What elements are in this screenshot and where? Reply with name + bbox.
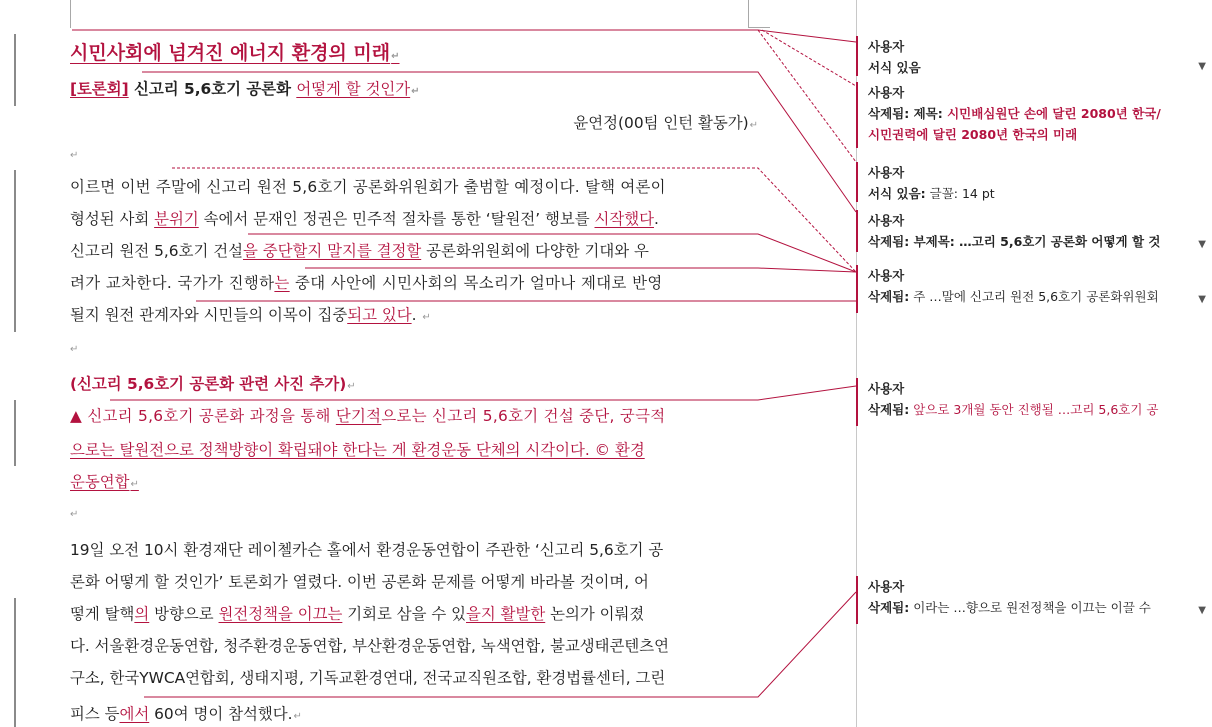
para2-text: 구소, 한국YWCA연합회, 생태지평, 기독교환경연대, 전국교직원조합, 환경법률센터, 그린 <box>70 669 666 687</box>
paragraph-mark: ↵ <box>391 51 400 62</box>
inserted-text: 원전정책을 이끄는 <box>218 605 343 623</box>
subtitle-inserted: 어떻게 할 것인가 <box>296 80 411 98</box>
deleted-text: 시민배심원단 손에 달린 2080년 한국/ <box>942 106 1161 121</box>
para1-text: 중대 사안에 시민사회의 목소리가 얼마나 제대로 반영 <box>289 274 663 292</box>
comment-author: 사용자 <box>868 213 905 228</box>
title-text: 시민사회에 넘겨진 에너지 환경의 미래 <box>70 42 391 64</box>
para1-text: 형성된 사회 <box>70 210 155 228</box>
revision-balloon[interactable] <box>856 210 1208 252</box>
para1-line3[interactable] <box>70 239 649 261</box>
comment-author: 사용자 <box>868 85 905 100</box>
change-bar <box>14 34 16 106</box>
comment-label: 삭제됨: 제목: <box>868 106 943 121</box>
comment-body: 주 …말에 신고리 원전 5,6호기 공론화위원회 <box>909 289 1159 304</box>
para2-text: 피스 등 <box>70 705 120 723</box>
expand-chevron-icon[interactable]: ▼ <box>1198 239 1206 250</box>
para1-text: 신고리 원전 5,6호기 건설 <box>70 242 243 260</box>
comment-body: …고리 5,6호기 공론화 어떻게 할 것 <box>954 234 1161 249</box>
comment-label: 삭제됨: <box>868 600 910 615</box>
revision-balloon[interactable] <box>856 576 1208 624</box>
para2-text: 19일 오전 10시 환경재단 레이첼카슨 홀에서 환경운동연합이 주관한 ‘신고리 5,6호기 공 <box>70 541 664 559</box>
para2-text: 방향으로 <box>149 605 219 623</box>
photo-note-text: (신고리 5,6호기 공론화 관련 사진 추가) <box>70 375 347 393</box>
deleted-text: 시민권력에 달린 2080년 한국의 미래 <box>868 127 1078 142</box>
comment-author: 사용자 <box>868 39 905 54</box>
comment-author: 사용자 <box>868 579 905 594</box>
inserted-text: 되고 있다 <box>347 306 412 324</box>
subtitle-tag: [토론회] <box>70 80 129 98</box>
para2-line4[interactable] <box>70 634 669 656</box>
inserted-text: 에서 <box>119 705 150 723</box>
para1-text: . <box>653 210 659 228</box>
para1-text: 될지 원전 관계자와 시민들의 이목이 집중 <box>70 306 348 324</box>
paragraph-mark: ↵ <box>422 312 431 323</box>
revision-balloon[interactable] <box>856 82 1208 148</box>
inserted-text: 을 중단할지 말지를 결정할 <box>242 242 422 260</box>
expand-chevron-icon[interactable]: ▼ <box>1198 61 1206 72</box>
para2-line1[interactable] <box>70 538 663 560</box>
para1-text: 속에서 문재인 정권은 민주적 절차를 통한 ‘탈원전’ 행보를 <box>198 210 595 228</box>
revision-balloon[interactable] <box>856 162 1208 202</box>
para2-line3[interactable] <box>70 602 644 624</box>
caption-text: 으로는 탈원전으로 정책방향이 확립돼야 한다는 게 환경운동 단체의 시각이다. © 환경 <box>70 441 645 459</box>
inserted-text: 시작했다 <box>594 210 654 228</box>
comment-body: 이라는 …향으로 원전정책을 이끄는 이끌 수 <box>909 600 1151 615</box>
expand-chevron-icon[interactable]: ▼ <box>1198 294 1206 305</box>
comment-label: 서식 있음 <box>868 60 921 75</box>
para2-text: 60여 명이 참석했다. <box>149 705 293 723</box>
paragraph-mark: ↵ <box>749 120 758 131</box>
para1-text: 공론화위원회에 다양한 기대와 우 <box>421 242 649 260</box>
author-text: 윤연정(00팀 인턴 활동가) <box>573 114 749 132</box>
comment-label: 삭제됨: <box>868 289 910 304</box>
comment-author: 사용자 <box>868 165 905 180</box>
crop-mark-left <box>70 0 71 28</box>
change-bar <box>14 170 16 332</box>
inserted-text: 을지 활발한 <box>466 605 546 623</box>
para2-text: 다. 서울환경운동연합, 청주환경운동연합, 부산환경운동연합, 녹색연합, 불교생태콘텐츠연 <box>70 637 670 655</box>
para2-line5[interactable] <box>70 666 665 688</box>
change-bar <box>14 400 16 466</box>
para2-text: 론화 어떻게 할 것인가’ 토론회가 열렸다. 이번 공론화 문제를 어떻게 바라볼 것이며, 어 <box>70 573 649 591</box>
para2-line2[interactable] <box>70 570 649 592</box>
inserted-text: 분위기 <box>154 210 199 228</box>
para1-text: 려가 교차한다. 국가가 진행하 <box>70 274 275 292</box>
document-title[interactable] <box>70 38 400 65</box>
para1-line4[interactable] <box>70 271 663 293</box>
para1-text: . <box>411 306 422 324</box>
inserted-text: 단기적 <box>335 407 382 425</box>
paragraph-mark: ↵ <box>130 479 139 490</box>
caption-text: 운동연합 <box>70 473 130 491</box>
crop-mark-right <box>748 0 749 28</box>
paragraph-mark: ↵ <box>293 711 302 722</box>
para2-line6[interactable] <box>70 702 302 724</box>
comment-label: 삭제됨: <box>868 402 910 417</box>
revision-balloon[interactable] <box>856 378 1208 426</box>
paragraph-mark: ↵ <box>347 381 356 392</box>
caption-text: 으로는 신고리 5,6호기 건설 중단, 궁극적 <box>381 407 666 425</box>
para2-text: 논의가 이뤄졌 <box>545 605 645 623</box>
para1-line5[interactable] <box>70 303 431 325</box>
para1-line2[interactable] <box>70 207 659 229</box>
caption-text: ▲ 신고리 5,6호기 공론화 과정을 통해 <box>70 407 336 425</box>
paragraph-mark: ↵ <box>411 86 420 97</box>
caption-line2[interactable] <box>70 438 645 460</box>
photo-placeholder-note[interactable] <box>70 372 356 394</box>
para1-text: 이르면 이번 주말에 신고리 원전 5,6호기 공론화위원회가 출범할 예정이다. 탈핵 여론이 <box>70 178 666 196</box>
caption-line1[interactable] <box>70 404 665 426</box>
caption-line3[interactable] <box>70 470 139 492</box>
comment-label: 삭제됨: 부제목: <box>868 234 955 249</box>
para2-text: 떻게 탈핵 <box>70 605 135 623</box>
document-subtitle[interactable] <box>70 77 420 99</box>
expand-chevron-icon[interactable]: ▼ <box>1198 605 1206 616</box>
para2-text: 기회로 삼을 수 있 <box>342 605 466 623</box>
deleted-text: 앞으로 3개월 동안 진행될 …고리 5,6호기 공 <box>909 402 1159 417</box>
subtitle-text: 신고리 5,6호기 공론화 <box>128 80 297 98</box>
paragraph-mark: ↵ <box>70 150 79 161</box>
inserted-text: 는 <box>274 274 290 292</box>
paragraph-mark: ↵ <box>70 344 79 355</box>
paragraph-mark: ↵ <box>70 509 79 520</box>
comment-author: 사용자 <box>868 268 905 283</box>
comment-author: 사용자 <box>868 381 905 396</box>
revision-balloon[interactable] <box>856 265 1208 313</box>
inserted-text: 의 <box>134 605 150 623</box>
revision-balloon[interactable] <box>856 36 1208 76</box>
para1-line1[interactable] <box>70 175 666 197</box>
change-bar <box>14 598 16 727</box>
author-line[interactable] <box>573 111 758 133</box>
comment-body: 글꼴: 14 pt <box>925 186 995 201</box>
crop-mark-right-h <box>748 27 770 28</box>
comment-label: 서식 있음: <box>868 186 926 201</box>
